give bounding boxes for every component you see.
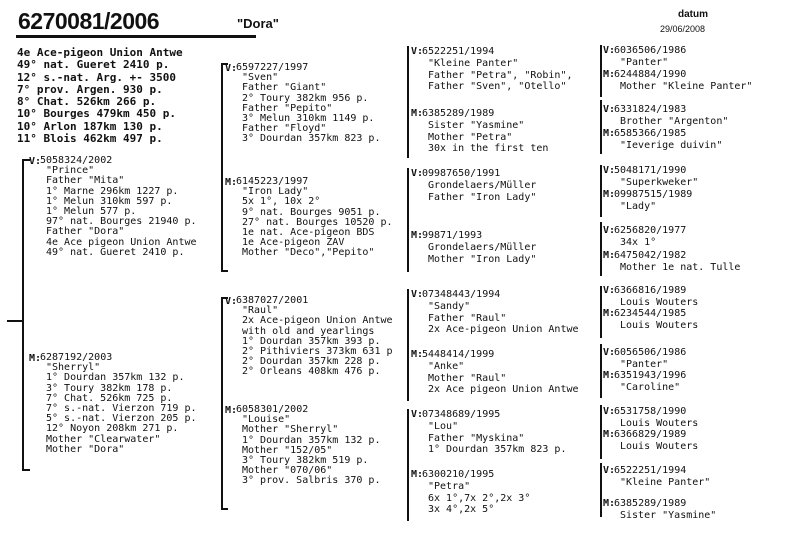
pedigree-line: 7° Chat. 526km 725 p. — [46, 392, 173, 404]
ring-number: 6385289/1989 — [422, 108, 495, 119]
ring-number: 6244884/1990 — [614, 69, 687, 80]
pedigree-line: 2x Ace-pigeon Union Antwe — [242, 315, 393, 327]
pedigree-line: 2° Orleans 408km 476 p. — [242, 366, 381, 378]
pedigree-line: "Sandy" — [428, 300, 471, 312]
pedigree-line: "Louise" — [242, 414, 291, 426]
pedigree-line: Mother "Petra" — [428, 131, 513, 143]
pedigree-line: 1° Melun 577 p. — [46, 206, 137, 217]
pedigree-line: Father "Sven", "Otello" — [428, 81, 567, 93]
ring-number: 6522251/1994 — [422, 46, 495, 57]
ring-number: 6522251/1994 — [614, 465, 687, 476]
pedigree-line: 5° s.-nat. Vierzon 205 p. — [46, 413, 197, 425]
achievement-line: 12° s.-nat. Arg. +- 3500 — [17, 70, 176, 84]
sire-tag: V: — [603, 406, 616, 417]
pedigree-line: Louis Wouters — [620, 440, 699, 452]
sire-tag: V: — [603, 45, 616, 56]
pedigree-line: 1° Marne 296km 1227 p. — [46, 185, 179, 197]
dam-tag: M: — [603, 308, 616, 319]
pedigree-line: Louis Wouters — [620, 319, 699, 331]
achievement-line: 10° Bourges 479km 450 p. — [17, 107, 176, 121]
pedigree-line: Louis Wouters — [620, 296, 699, 308]
dam-tag: M: — [411, 349, 424, 360]
pedigree-line: Mother "Kleine Panter" — [620, 80, 753, 92]
pedigree-line: "Panter" — [620, 56, 669, 68]
pedigree-line: Mother "Raul" — [428, 372, 507, 384]
pedigree-line: Mother 1e nat. Tulle — [620, 261, 741, 273]
dam-tag: M: — [603, 189, 616, 200]
pedigree-line: Father "Giant" — [242, 82, 327, 94]
pedigree-line: Mother "Deco","Pepito" — [242, 247, 375, 259]
achievement-line: 8° Chat. 526km 266 p. — [17, 95, 157, 109]
pedigree-line: "Sven" — [242, 72, 279, 84]
dam-tag: M: — [411, 469, 424, 480]
sire-tag: V: — [29, 156, 42, 167]
ring-number: 6058301/2002 — [236, 404, 309, 415]
ring-number: 5448414/1999 — [422, 349, 495, 360]
ring-number: 6366829/1989 — [614, 429, 687, 440]
pedigree-line: 4e Ace pigeon Union Antwe — [46, 236, 197, 248]
sire-tag: V: — [603, 225, 616, 236]
pedigree-line: with old and yearlings — [242, 325, 375, 337]
ring-number: 6387027/2001 — [236, 295, 309, 306]
pedigree-line: Mother "070/06" — [242, 465, 333, 477]
sire-tag: V: — [411, 289, 424, 300]
pedigree-line: 7° s.-nat. Vierzon 719 p. — [46, 403, 197, 414]
pedigree-line: 1° Melun 310km 597 p. — [46, 195, 173, 207]
ring-number: 6385289/1989 — [614, 498, 687, 509]
ring-number: 09987650/1991 — [422, 168, 501, 179]
ring-number: 6287192/2003 — [40, 352, 113, 363]
ring-number: 6300210/1995 — [422, 469, 495, 480]
pedigree-line: 30x in the first ten — [428, 143, 549, 155]
pedigree-line: "Superkweker" — [620, 176, 699, 188]
pedigree-line: 1e nat. Ace-pigeon BDS — [242, 227, 375, 238]
pedigree-line: "Prince" — [46, 165, 95, 177]
pedigree-line: "Anke" — [428, 360, 465, 372]
ring-number: 6475042/1982 — [614, 250, 687, 261]
ring-number: 6531758/1990 — [614, 406, 687, 417]
dam-tag: M: — [411, 108, 424, 119]
pedigree-line: 5x 1°, 10x 2° — [242, 196, 321, 208]
pedigree-line: 2° Dourdan 357km 228 p. — [242, 356, 381, 368]
pedigree-line: 27° nat. Bourges 10520 p. — [242, 216, 393, 228]
pedigree-line: 97° nat. Bourges 21940 p. — [46, 216, 197, 228]
ring-number: 6145223/1997 — [236, 176, 309, 187]
pedigree-line: 3° Toury 382km 178 p. — [46, 382, 173, 394]
title-underline — [16, 35, 256, 38]
pedigree-line: 1° Dourdan 357km 132 p. — [46, 372, 185, 384]
pedigree-line: "Iron Lady" — [242, 186, 309, 198]
sire-tag: V: — [603, 347, 616, 358]
achievement-line: 10° Arlon 187km 130 p. — [17, 119, 163, 133]
ring-number-title: 6270081/2006 — [18, 8, 160, 34]
pedigree-line: Sister "Yasmine" — [428, 119, 525, 131]
pedigree-line: 2x Ace pigeon Union Antwe — [428, 384, 579, 396]
pedigree-line: 3° Melun 310km 1149 p. — [242, 113, 375, 124]
pedigree-line: 6x 1°,7x 2°,2x 3° — [428, 492, 531, 504]
ring-number: 6597227/1997 — [236, 62, 309, 73]
pedigree-line: 1° Dourdan 357km 132 p. — [242, 434, 381, 446]
pedigree-line: 1e Ace-pigeon ZAV — [242, 237, 345, 249]
pedigree-line: Father "Mita" — [46, 175, 125, 187]
pedigree-line: 1° Dourdan 357km 823 p. — [428, 444, 567, 456]
pedigree-line: Father "Myskina" — [428, 432, 525, 444]
dam-tag: M: — [411, 230, 424, 241]
pedigree-line: 49° nat. Gueret 2410 p. — [46, 246, 185, 258]
ring-number: 6585366/1985 — [614, 128, 687, 139]
pedigree-line: 3x 4°,2x 5° — [428, 504, 495, 516]
achievement-line: 7° prov. Argen. 930 p. — [17, 82, 163, 96]
dam-tag: M: — [603, 498, 616, 509]
dam-tag: M: — [603, 69, 616, 80]
pedigree-line: "Lady" — [620, 200, 657, 212]
dam-tag: M: — [603, 250, 616, 261]
pedigree-line: 2x Ace-pigeon Union Antwe — [428, 324, 579, 336]
pedigree-line: Mother "Sherryl" — [242, 424, 339, 436]
pedigree-line: 2° Pithiviers 373km 631 p — [242, 346, 393, 357]
dam-tag: M: — [603, 128, 616, 139]
pedigree-line: "Ieverige duivin" — [620, 139, 723, 151]
pedigree-line: "Kleine Panter" — [620, 476, 711, 488]
sire-tag: V: — [603, 465, 616, 476]
achievement-line: 4e Ace-pigeon Union Antwe — [17, 46, 183, 59]
dam-tag: M: — [603, 429, 616, 440]
achievements-list — [17, 47, 183, 145]
ring-number: 99871/1993 — [422, 230, 483, 241]
sire-tag: V: — [411, 409, 424, 420]
pedigree-line: Mother "Iron Lady" — [428, 253, 537, 265]
date-value: 29/06/2008 — [660, 24, 706, 34]
pedigree-line: 9° nat. Bourges 9051 p. — [242, 206, 381, 218]
sire-tag: V: — [603, 165, 616, 176]
sire-tag: V: — [411, 168, 424, 179]
pedigree-line: Sister "Yasmine" — [620, 509, 717, 521]
pedigree-line: 3° prov. Salbris 370 p. — [242, 475, 381, 487]
sire-tag: V: — [603, 285, 616, 296]
pedigree-line: "Panter" — [620, 358, 669, 370]
dam-tag: M: — [225, 405, 238, 416]
pedigree-line: 34x 1° — [620, 236, 657, 248]
ring-number: 6036506/1986 — [614, 45, 687, 56]
sire-tag: V: — [225, 296, 238, 307]
dam-tag: M: — [225, 177, 238, 188]
pedigree-line: Louis Wouters — [620, 417, 699, 429]
ring-number: 07348689/1995 — [422, 409, 501, 420]
ring-number: 5058324/2002 — [40, 155, 113, 166]
sire-tag: V: — [225, 63, 238, 74]
ring-number: 6366816/1989 — [614, 285, 687, 296]
ring-number: 6234544/1985 — [614, 308, 687, 319]
pedigree-line: Father "Pepito" — [242, 102, 333, 114]
pedigree-line: Father "Floyd" — [242, 123, 327, 135]
pedigree-line: Father "Petra", "Robin", — [428, 69, 573, 81]
pedigree-line: "Raul" — [242, 305, 279, 317]
dam-tag: M: — [603, 370, 616, 381]
ring-number: 6056506/1986 — [614, 347, 687, 358]
pedigree-line: "Sherryl" — [46, 362, 101, 374]
pedigree-line: "Kleine Panter" — [428, 57, 519, 69]
ring-number: 07348443/1994 — [422, 289, 501, 300]
sire-tag: V: — [603, 104, 616, 115]
pedigree-line: Mother "152/05" — [242, 444, 333, 456]
pedigree-line: 3° Toury 382km 519 p. — [242, 455, 369, 466]
pedigree-line: Grondelaers/Müller — [428, 179, 537, 191]
achievement-line: 49° nat. Gueret 2410 p. — [17, 58, 170, 72]
pedigree-line: "Petra" — [428, 480, 471, 492]
date-label: datum — [678, 9, 708, 20]
pedigree-line: Brother "Argenton" — [620, 115, 729, 127]
pedigree-line: Father "Raul" — [428, 312, 507, 324]
pigeon-name: "Dora" — [237, 16, 279, 31]
pedigree-line: "Caroline" — [620, 381, 681, 393]
pedigree-line: Father "Dora" — [46, 226, 125, 238]
pedigree-line: Grondelaers/Müller — [428, 241, 537, 253]
pedigree-line: 12° Noyon 208km 271 p. — [46, 423, 179, 435]
pedigree-line: 3° Dourdan 357km 823 p. — [242, 133, 381, 145]
pedigree-line: "Lou" — [428, 420, 459, 432]
pedigree-line: 2° Toury 382km 956 p. — [242, 92, 369, 104]
pedigree-line: Mother "Dora" — [46, 443, 125, 455]
ring-number: 09987515/1989 — [614, 189, 693, 200]
ring-number: 6331824/1983 — [614, 104, 687, 115]
dam-tag: M: — [29, 353, 42, 364]
achievement-line: 11° Blois 462km 497 p. — [17, 132, 163, 146]
sire-tag: V: — [411, 46, 424, 57]
pedigree-line: 1° Dourdan 357km 393 p. — [242, 335, 381, 347]
pedigree-line: Father "Iron Lady" — [428, 191, 537, 203]
pedigree-line: Mother "Clearwater" — [46, 433, 161, 445]
ring-number: 6351943/1996 — [614, 370, 687, 381]
ring-number: 5048171/1990 — [614, 165, 687, 176]
ring-number: 6256820/1977 — [614, 225, 687, 236]
